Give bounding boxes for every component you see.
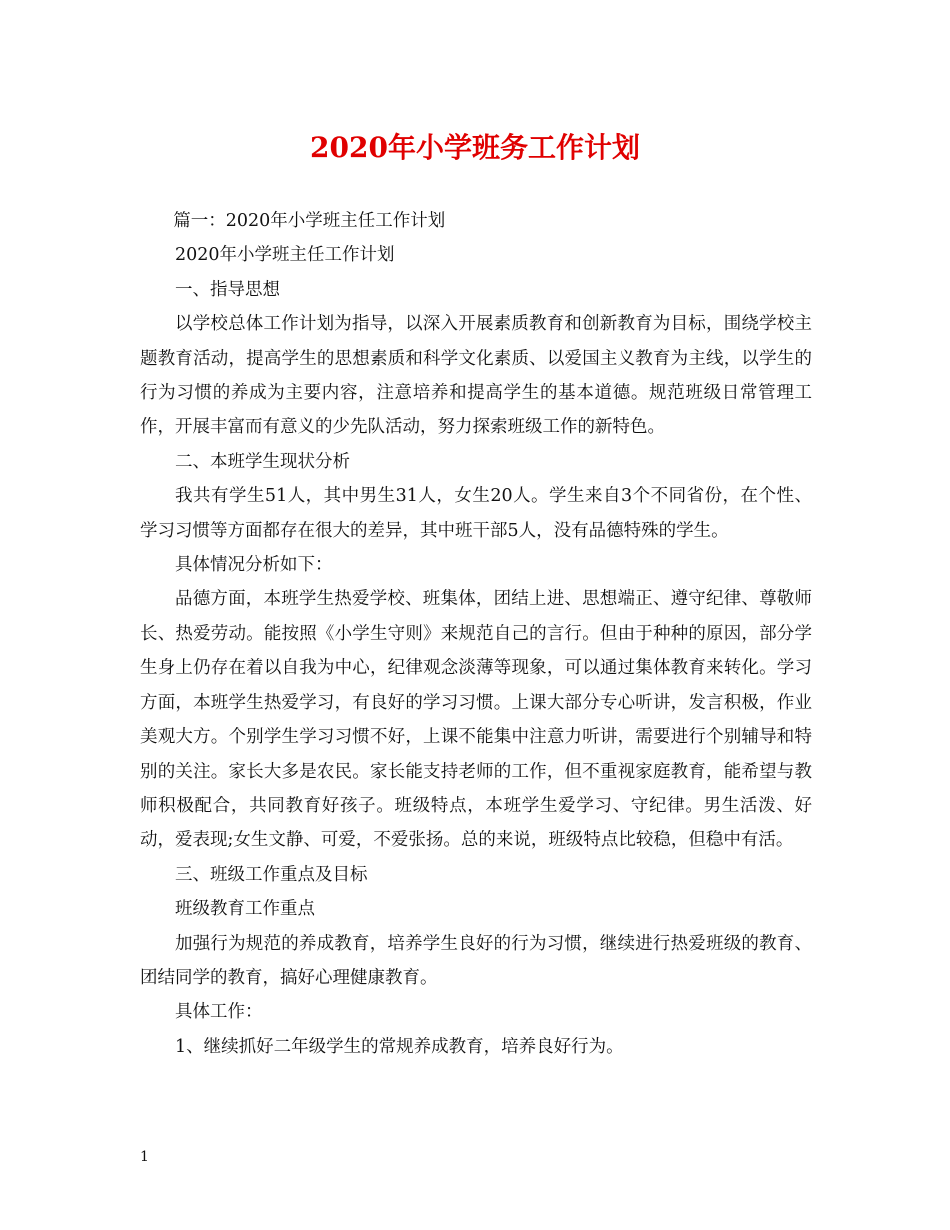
document-body bbox=[140, 204, 812, 1064]
page-number: 1 bbox=[140, 1149, 149, 1165]
section-heading: 二、本班学生现状分析 bbox=[175, 451, 350, 472]
paragraph: 篇一：2020年小学班主任工作计划 bbox=[173, 211, 446, 231]
section-heading: 三、班级工作重点及目标 bbox=[175, 864, 368, 885]
paragraph: 具体情况分析如下： bbox=[175, 555, 333, 576]
paragraph: 品德方面，本班学生热爱学校、班集体，团结上进、思想端正、遵守纪律、尊敬师长、热爱劳动。能按照《小学生守则》来规范自己的言行。但由于种种的原因，部分学生身上仍存在着以自我为中心，纪律观念淡薄等现象，可以通过集体教育来转化。学习方面，本班学生热爱学习，有良好的学习习惯。上课大部分专心听讲，发言积极，作业美观大方。个别学生学习习惯不好，上课不能集中注意力听讲，需要进行个别辅导和特别的关注。家长大多是农民。家长能支持老师的工作，但不重视家庭教育，能希望与教师积极配合，共同教育好孩子。班级特点，本班学生爱学习、守纪律。男生活泼、好动，爱表现;女生文静、可爱，不爱张扬。总的来说，班级特点比较稳，但稳中有活。 bbox=[140, 589, 812, 851]
paragraph: 我共有学生51人，其中男生31人，女生20人。学生来自3个不同省份，在个性、学习习惯等方面都存在很大的差异，其中班干部5人，没有品德特殊的学生。 bbox=[140, 486, 812, 541]
paragraph: 具体工作： bbox=[175, 1002, 263, 1023]
list-item: 1、继续抓好二年级学生的常规养成教育，培养良好行为。 bbox=[175, 1036, 624, 1057]
paragraph: 以学校总体工作计划为指导，以深入开展素质教育和创新教育为目标，围绕学校主题教育活动，提高学生的思想素质和科学文化素质、以爱国主义教育为主线，以学生的行为习惯的养成为主要内容，注意培养和提高学生的基本道德。规范班级日常管理工作，开展丰富而有意义的少先队活动，努力探索班级工作的新特色。 bbox=[140, 314, 812, 438]
paragraph: 加强行为规范的养成教育，培养学生良好的行为习惯，继续进行热爱班级的教育、团结同学的教育，搞好心理健康教育。 bbox=[140, 933, 812, 988]
section-heading: 一、指导思想 bbox=[175, 279, 280, 300]
document-title: 2020年小学班务工作计划 bbox=[310, 131, 640, 164]
subheading: 班级教育工作重点 bbox=[175, 899, 315, 920]
paragraph: 2020年小学班主任工作计划 bbox=[175, 245, 395, 266]
